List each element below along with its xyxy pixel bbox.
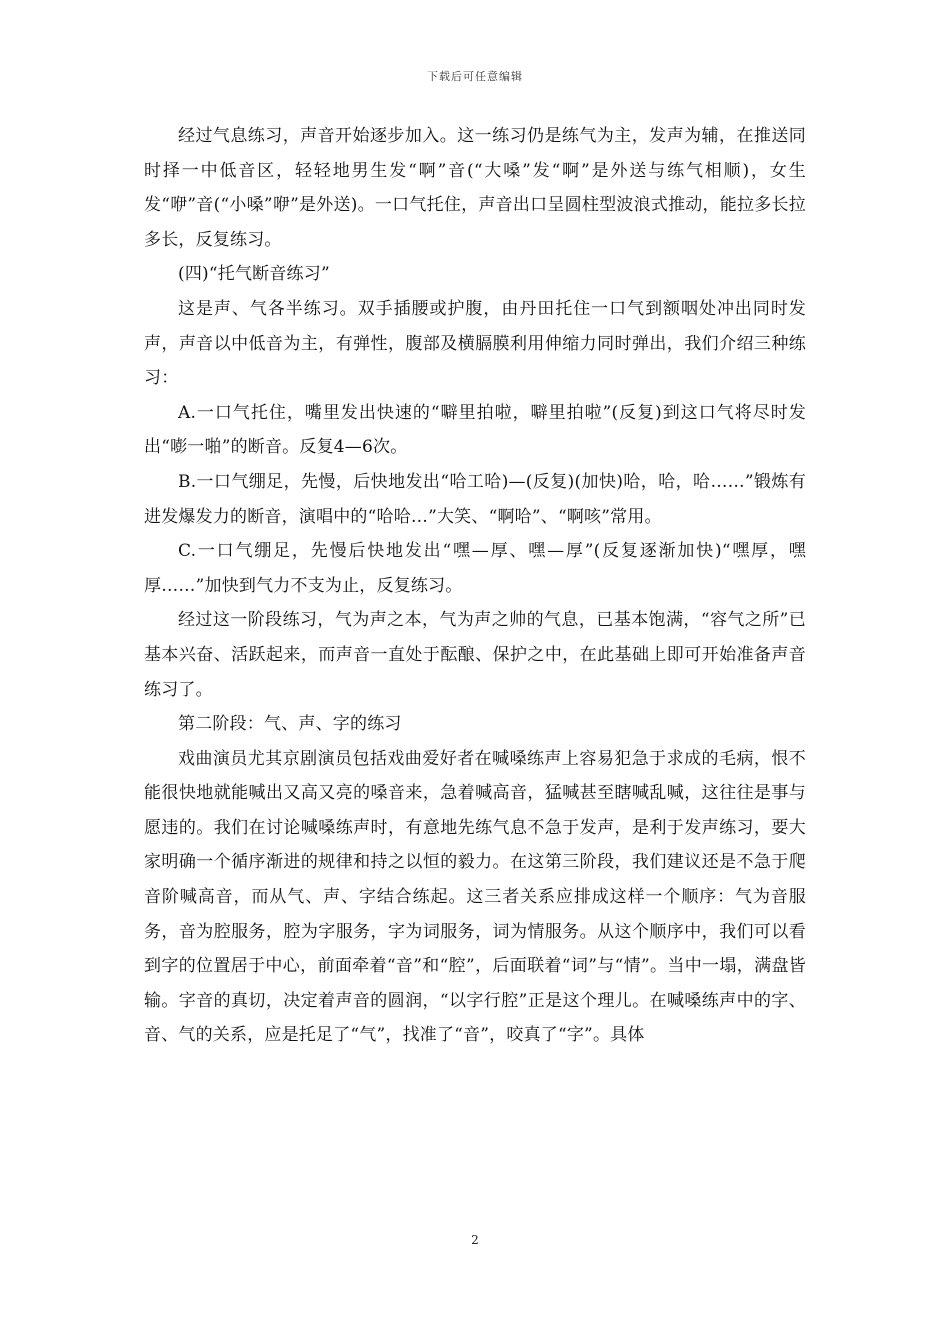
list-item-b: B.一口气绷足，先慢，后快地发出“哈工哈)—(反复)(加快)哈，哈，哈……”锻炼有进发爆发力的断音，演唱中的“哈哈…”大笑、“啊哈”、“啊咳”常用。 [144,471,806,527]
page-header: 下载后可任意编辑 [427,70,523,83]
section-heading: (四)“托气断音练习” [178,264,330,285]
document-body [144,119,806,1053]
paragraph: 经过气息练习，声音开始逐步加入。这一练习仍是练气为主，发声为辅，在推送同时择一中低音区，轻轻地男生发“啊”音(“大嗓”发“啊”是外送与练气相顺)，女生发“咿”音(“小嗓”咿”是外送)。一口气托住，声音出口呈圆柱型波浪式推动，能拉多长拉多长，反复练习。 [144,126,806,250]
page-number: 2 [471,1233,479,1247]
paragraph: 经过这一阶段练习，气为声之本，气为声之帅的气息，已基本饱满，“容气之所”已基本兴奋、活跃起来，而声音一直处于酝酿、保护之中，在此基础上即可开始准备声音练习了。 [144,610,806,700]
section-heading: 第二阶段：气、声、字的练习 [178,714,402,735]
list-item-c: C.一口气绷足，先慢后快地发出“嘿—厚、嘿—厚”(反复逐渐加快)“嘿厚，嘿厚……”加快到气力不支为止，反复练习。 [144,541,806,596]
list-item-a: A.一口气托住，嘴里发出快速的“噼里拍啦，噼里拍啦”(反复)到这口气将尽时发出“嘭一啪”的断音。反复4—6次。 [144,402,806,458]
paragraph: 戏曲演员尤其京剧演员包括戏曲爱好者在喊嗓练声上容易犯急于求成的毛病，恨不能很快地就能喊出又高又亮的嗓音来，急着喊高音，猛喊甚至瞎喊乱喊，这往往是事与愿违的。我们在讨论喊嗓练声时，有意地先练气息不急于发声，是利于发声练习，要大家明确一个循序渐进的规律和持之以恒的毅力。在这第三阶段，我们建议还是不急于爬音阶喊高音，而从气、声、字结合练起。这三者关系应排成这样一个顺序：气为音服务，音为腔服务，腔为字服务，字为词服务，词为情服务。从这个顺序中，我们可以看到字的位置居于中心，前面牵着“音”和“腔”，后面联着“词”与“情”。当中一塌，满盘皆输。字音的真切，决定着声音的圆润，“以字行腔”正是这个理儿。在喊嗓练声中的字、音、气的关系，应是托足了“气”，找准了“音”，咬真了“字”。具体 [144,748,806,1046]
paragraph: 这是声、气各半练习。双手插腰或护腹，由丹田托住一口气到额咽处冲出同时发声，声音以中低音为主，有弹性，腹部及横膈膜利用伸缩力同时弹出，我们介绍三种练习： [144,298,806,389]
